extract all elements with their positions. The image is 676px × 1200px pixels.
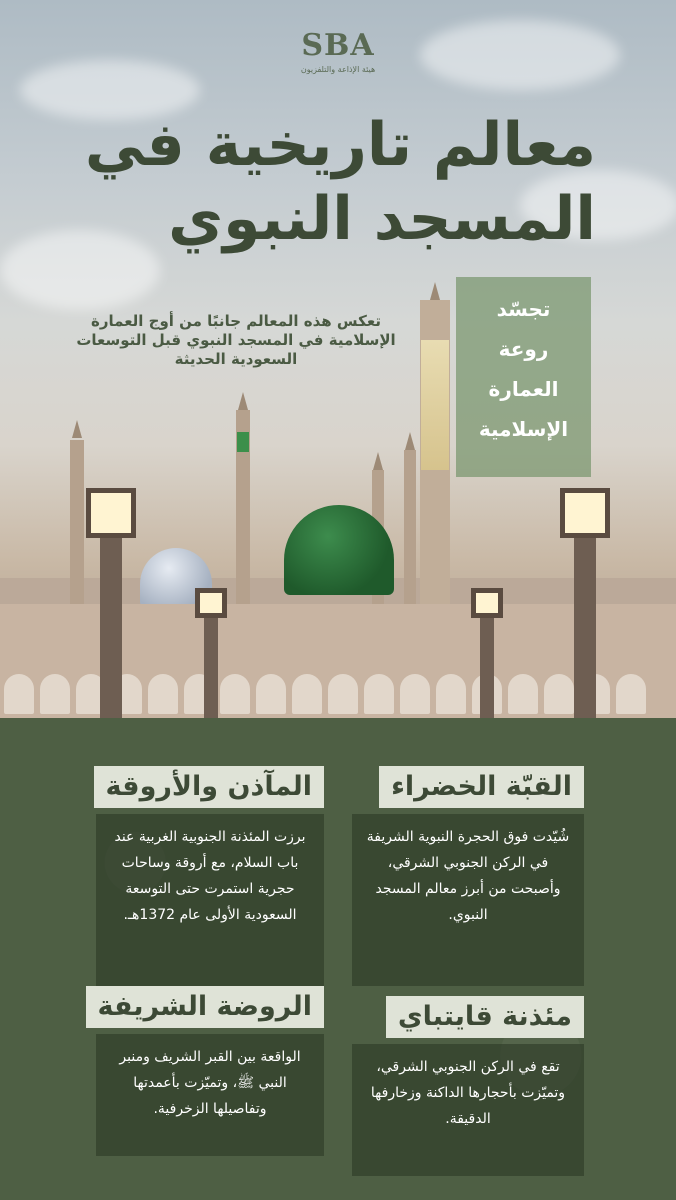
minaret	[404, 450, 416, 610]
page-title	[56, 108, 596, 256]
tagline-line: تجسّد	[496, 297, 551, 321]
lamp	[471, 588, 503, 618]
minaret-lit-section	[421, 340, 449, 470]
lamp-post	[574, 530, 596, 718]
minaret-top	[72, 420, 82, 438]
tagline-line: روعة	[498, 337, 549, 361]
card-title: القبّة الخضراء	[379, 766, 584, 808]
card-title: مئذنة قايتباي	[386, 996, 584, 1038]
tagline-box	[456, 277, 591, 477]
card-title: المآذن والأروقة	[94, 766, 324, 808]
minaret-green-band	[237, 432, 249, 452]
card-body: الواقعة بين القبر الشريف ومنبر النبي ﷺ، وتميّزت بأعمدتها وتفاصيلها الزخرفية.	[96, 1034, 324, 1156]
lamp	[560, 488, 610, 538]
card-body: برزت المئذنة الجنوبية الغربية عند باب السلام، مع أروقة وساحات حجرية استمرت حتى التوسعة السعودية الأولى عام 1372هـ.	[96, 814, 324, 986]
minaret-top	[373, 452, 383, 470]
tagline-line: الإسلامية	[478, 417, 569, 441]
card-body: تقع في الركن الجنوبي الشرقي، وتميّزت بأحجارها الداكنة وزخارفها الدقيقة.	[352, 1044, 584, 1176]
card-minarets	[96, 766, 324, 986]
card-title: الروضة الشريفة	[86, 986, 324, 1028]
sba-logo	[0, 28, 676, 74]
lamp	[195, 588, 227, 618]
title-line-1: معالم تاريخية في	[84, 110, 596, 180]
lamp	[86, 488, 136, 538]
minaret-top	[405, 432, 415, 450]
tagline-line: العمارة	[488, 377, 559, 401]
minaret-top	[238, 392, 248, 410]
logo-mark: SBA	[301, 28, 375, 63]
lamp-post	[100, 530, 122, 718]
title-line-2: المسجد النبوي	[168, 184, 596, 254]
minaret-top	[430, 282, 440, 300]
card-body: شُيّدت فوق الحجرة النبوية الشريفة في الركن الجنوبي الشرقي، وأصبحت من أبرز معالم المسجد النبوي.	[352, 814, 584, 986]
card-rawdah	[96, 986, 324, 1156]
intro-text: تعكس هذه المعالم جانبًا من أوج العمارة الإسلامية في المسجد النبوي قبل التوسعات السعودية الحديثة	[76, 312, 396, 368]
info-section	[0, 718, 676, 1200]
logo-subtitle: هيئة الإذاعة والتلفزيون	[300, 65, 376, 74]
minaret	[70, 440, 84, 610]
lamp-post	[480, 615, 494, 718]
card-qaitbay	[352, 996, 584, 1176]
lamp-post	[204, 615, 218, 718]
card-green-dome	[352, 766, 584, 986]
